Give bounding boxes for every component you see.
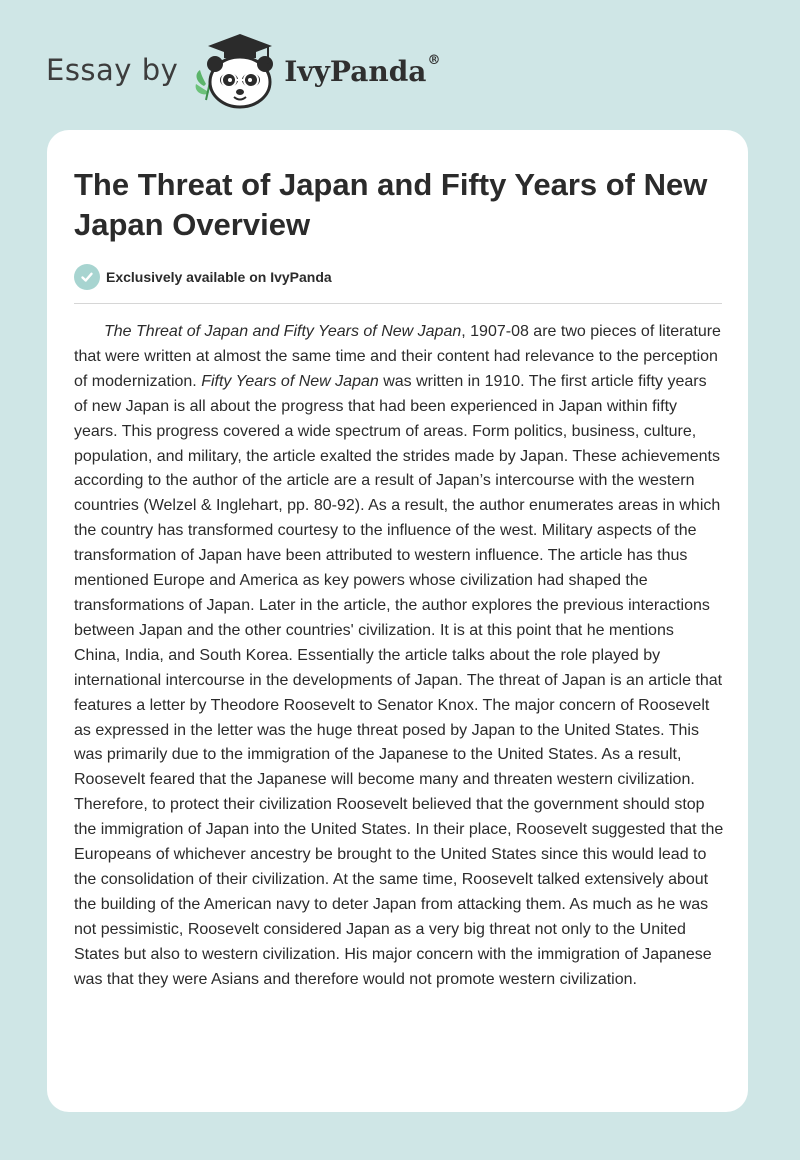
brand-prefix: Essay by xyxy=(46,52,179,87)
page-title: The Threat of Japan and Fifty Years of New Japan Overview xyxy=(74,167,708,242)
panda-logo-icon[interactable] xyxy=(188,30,280,110)
site-header xyxy=(46,30,440,110)
availability-badge xyxy=(74,264,332,290)
registered-mark: ® xyxy=(427,53,441,68)
badge-label: Exclusively available on IvyPanda xyxy=(106,269,332,285)
check-icon xyxy=(74,264,100,290)
essay-paragraph xyxy=(74,320,724,992)
work-title-1: The Threat of Japan and Fifty Years of New Japan xyxy=(104,323,462,340)
paragraph-text-2: was written in 1910. The first article fifty years of new Japan is all about the progress that had been experienced in Japan within fifty years. This progress covered a wide spectrum of areas. Form politics, business, culture, population, and military, the article exalted the strides made by Japan. These achievements according to the author of the article are a result of Japan’s intercourse with the western countries (Welzel & Inglehart, pp. 80-92). As a result, the author enumerates areas in which the country has transformed courtesy to the influence of the west. Military aspects of the transformation of Japan have been attributed to western influence. The article has thus mentioned Europe and America as key powers whose civilization had shaped the transformations of Japan. Later in the article, the author explores the previous interactions between Japan and the other countries' civilization. It is at this point that he mentions China, India, and South Korea. Essentially the article talks about the role played by international intercourse in the developments of Japan. The threat of Japan is an article that features a letter by Theodore Roosevelt to Senator Knox. The major concern of Roosevelt as expressed in the letter was the huge threat posed by Japan to the United States. This was primarily due to the immigration of the Japanese to the United States. As a result, Roosevelt feared that the Japanese will become many and threaten western civilization. Therefore, to protect their civilization Roosevelt believed that the government should stop the immigration of Japan into the United States. In their place, Roosevelt suggested that the Europeans of whichever ancestry be brought to the United States since this would lead to the consolidation of their civilization. At the same time, Roosevelt talked extensively about the building of the American navy to deter Japan from attacking them. As much as he was not pessimistic, Roosevelt considered Japan as a very big threat not only to the United States but also to western civilization. His major concern with the immigration of Japanese was that they were Asians and therefore would not promote western civilization. xyxy=(74,372,724,988)
work-title-2: Fifty Years of New Japan xyxy=(201,372,379,390)
essay-card xyxy=(47,130,748,1112)
divider xyxy=(74,303,722,304)
brand-name[interactable]: IvyPanda® xyxy=(284,53,441,88)
paragraph-text-1: , 1907-08 are two pieces of literature that were written at almost the same time and their content had relevance to the perception of modernization. xyxy=(74,323,721,390)
